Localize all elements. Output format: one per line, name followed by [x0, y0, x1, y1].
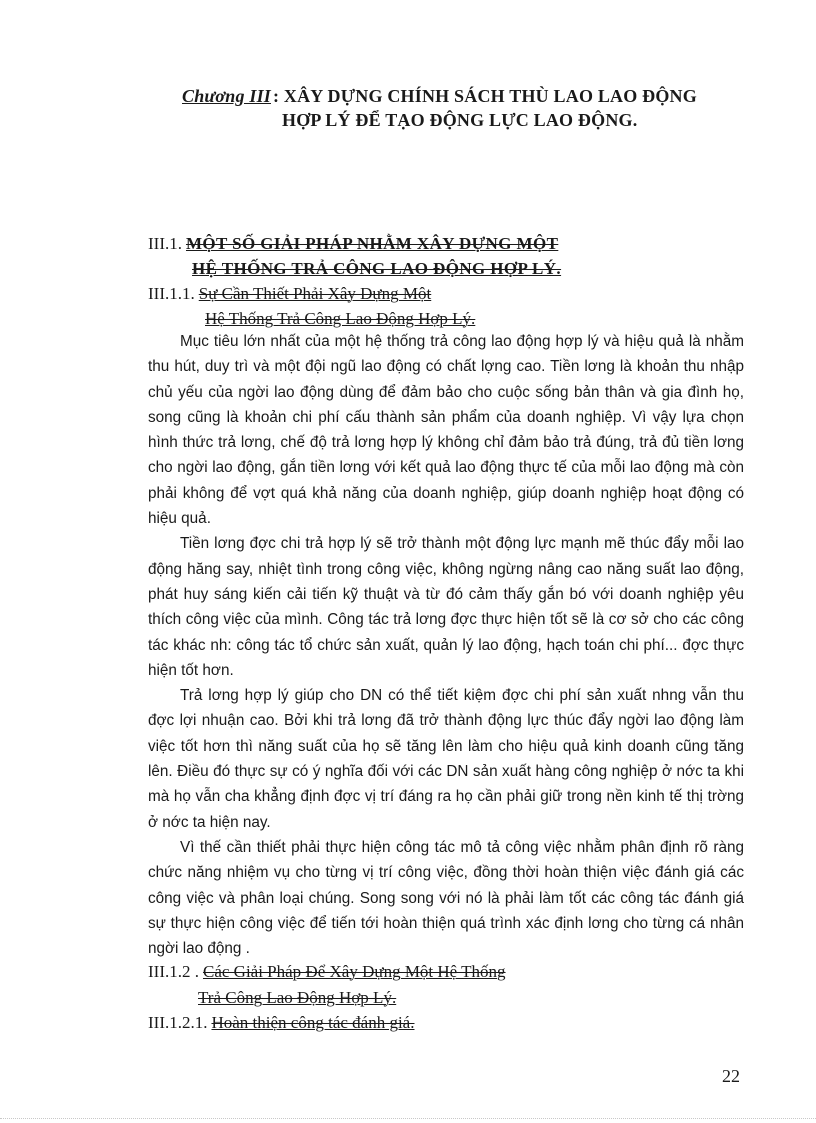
chapter-label: Chương III — [182, 86, 271, 106]
section-title: Hoàn thiện công tác đánh giá. — [211, 1013, 415, 1032]
section-title-line1: Các Giải Pháp Để Xây Dựng Một Hệ Thống — [202, 962, 506, 981]
section-title-line2: HỆ THỐNG TRẢ CÔNG LAO ĐỘNG HỢP LÝ. — [192, 259, 562, 278]
paragraph: Tiền lơng đợc chi trả hợp lý sẽ trở thành một động lực mạnh mẽ thúc đẩy mỗi lao động hăng say, nhiệt tình trong công việc, không ngừng nâng cao năng suất lao động, phát huy sáng kiến cải tiến kỹ thuật và từ đó cảm thấy gắn bó với doanh nghiệp yêu thích công việc của mình. Công tác trả lơng đợc thực hiện tốt sẽ là cơ sở cho các công tác khác nh: công tác tổ chức sản xuất, quản lý lao động, hạch toán chi phí... đợc thực hiện tốt hơn. — [148, 535, 744, 679]
paragraph: Trả lơng hợp lý giúp cho DN có thể tiết kiệm đợc chi phí sản xuất nhng vẫn thu đợc lợi nhuận cao. Bởi khi trả lơng đã trở thành động lực thúc đẩy ngời lao động làm việc tốt hơn thì năng suất của họ sẽ tăng lên làm cho hiệu quả kinh doanh cũng tăng lên. Điều đó thực sự có ý nghĩa đối với các DN sản xuất hàng công nghiệp ở nớc ta khi mà họ vẫn cha khẳng định đợc vị trí đáng ra họ cần phải giữ trong nền kinh tế thị trờng ở nớc ta hiện nay. — [148, 687, 744, 831]
chapter-title-line2: HỢP LÝ ĐỂ TẠO ĐỘNG LỰC LAO ĐỘNG. — [282, 110, 638, 130]
section-heading-3-1-1-line2 — [205, 307, 475, 331]
paragraph: Mục tiêu lớn nhất của một hệ thống trả công lao động hợp lý và hiệu quả là nhằm thu hút, duy trì và một đội ngũ lao động có chất lợng cao. Tiền lơng là khoản thu nhập chủ yếu của ngời lao động dùng để đảm bảo cho cuộc sống bản thân và gia đình họ, song cũng là khoản chi phí cấu thành sản phẩm của doanh nghiệp. Vì vậy lựa chọn hình thức trả lơng, chế độ trả lơng hợp lý không chỉ đảm bảo trả đúng, trả đủ tiền lơng cho ngời lao động, gắn tiền lơng với kết quả lao động thực tế của mỗi lao động mà còn phải không để vợt quá khả năng của doanh nghiệp, giúp doanh nghiệp hoạt động có hiệu quả. — [148, 333, 744, 528]
section-heading-3-1 — [148, 232, 558, 256]
paragraph: Vì thế cần thiết phải thực hiện công tác mô tả công việc nhằm phân định rõ ràng chức năng nhiệm vụ cho từng vị trí công việc, đồng thời hoàn thiện việc đánh giá các công việc và phân loại chúng. Song song với nó là phải làm tốt các công tác đánh giá sự thực hiện công việc để tiến tới hoàn thiện quá trình xác định lơng cho từng cá nhân ngời lao động . — [148, 838, 744, 958]
section-title-line2: Trả Công Lao Động Hợp Lý. — [198, 988, 397, 1007]
section-heading-3-1-2-line2 — [198, 986, 396, 1010]
section-heading-3-1-2-1 — [148, 1011, 414, 1035]
section-heading-3-1-2 — [148, 960, 506, 984]
page-bottom-border — [0, 1118, 816, 1119]
section-title-line1: MỘT SỐ GIẢI PHÁP NHẰM XÂY DỰNG MỘT — [185, 234, 559, 253]
section-title-line1: Sự Cần Thiết Phải Xây Dựng Một — [198, 284, 432, 303]
section-number: III.1.1. — [148, 284, 195, 303]
section-number: III.1.2 . — [148, 962, 199, 981]
section-title-line2: Hệ Thống Trả Công Lao Động Hợp Lý. — [205, 309, 476, 328]
chapter-title — [182, 84, 697, 132]
section-number: III.1.2.1. — [148, 1013, 208, 1032]
section-heading-3-1-line2 — [192, 257, 561, 281]
chapter-title-line1: : XÂY DỰNG CHÍNH SÁCH THÙ LAO LAO ĐỘNG — [273, 86, 697, 106]
section-number: III.1. — [148, 234, 182, 253]
section-heading-3-1-1 — [148, 282, 431, 306]
body-text — [148, 329, 744, 961]
page-number: 22 — [722, 1066, 740, 1086]
